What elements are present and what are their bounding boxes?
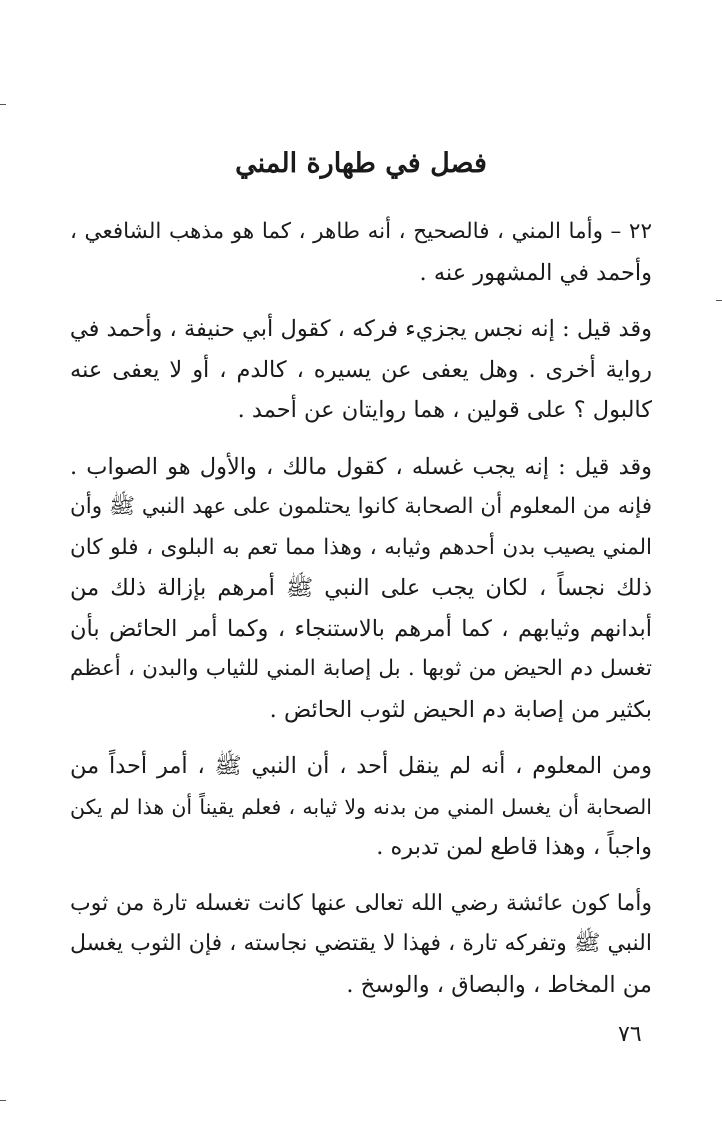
paragraph <box>70 212 652 293</box>
text-line: واجباً ، وهذا قاطع لمن تدبره . <box>376 834 652 860</box>
right-margin-mark <box>716 300 722 301</box>
page-body <box>70 140 652 1021</box>
text-line: الصحابة أن يغسل المني من بدنه ولا ثيابه ، فعلم يقيناً أن هذا لم يكن <box>70 794 652 819</box>
text-line: رواية أخرى . وهل يعفى عن يسيره ، كالدم ، أو لا يعفى عنه <box>70 356 652 383</box>
paragraph <box>70 309 652 431</box>
text-line: ذلك نجساً ، لكان يجب على النبي ﷺ أمرهم بإزالة ذلك من <box>70 575 652 601</box>
text-line: المني يصيب بدن أحدهم وثيابه ، وهذا مما تعم به البلوى ، فلو كان <box>70 534 652 560</box>
text-line: تغسل دم الحيض من ثوبها . بل إصابة المني للثياب والبدن ، أعظم <box>70 656 652 681</box>
text-line: وأحمد في المشهور عنه . <box>419 259 652 286</box>
text-line: وأما كون عائشة رضي الله تعالى عنها كانت تغسله تارة من ثوب <box>70 890 652 916</box>
text-line: ومن المعلوم ، أنه لم ينقل أحد ، أن النبي ﷺ ، أمر أحداً من <box>70 753 652 779</box>
paragraph <box>70 746 652 868</box>
text-line: من المخاط ، والبصاق ، والوسخ . <box>346 971 652 998</box>
paragraphs <box>70 212 652 1005</box>
paragraph <box>70 447 652 731</box>
page-number: ٧٦ <box>618 1022 642 1047</box>
text-line: كالبول ؟ على قولين ، هما روايتان عن أحمد . <box>237 397 652 423</box>
text-line: ٢٢ – وأما المني ، فالصحيح ، أنه طاهر ، كما هو مذهب الشافعي ، <box>70 219 652 244</box>
paragraph <box>70 884 652 1006</box>
text-line: وقد قيل : إنه يجب غسله ، كقول مالك ، والأول هو الصواب . <box>70 453 652 480</box>
left-margin-mark-bottom <box>0 1100 6 1101</box>
left-margin-mark-top <box>0 104 6 105</box>
text-line: بكثير من إصابة دم الحيض لثوب الحائض . <box>269 696 652 723</box>
text-line: فإنه من المعلوم أن الصحابة كانوا يحتلمون على عهد النبي ﷺ وأن <box>70 494 652 519</box>
text-line: أبدانهم وثيابهم ، كما أمرهم بالاستنجاء ، وكما أمر الحائض بأن <box>70 615 652 642</box>
chapter-title: فصل في طهارة المني <box>235 148 487 179</box>
text-line: النبي ﷺ وتفركه تارة ، فهذا لا يقتضي نجاسته ، فإن الثوب يغسل <box>70 931 652 956</box>
text-line: وقد قيل : إنه نجس يجزيء فركه ، كقول أبي حنيفة ، وأحمد في <box>69 316 652 342</box>
